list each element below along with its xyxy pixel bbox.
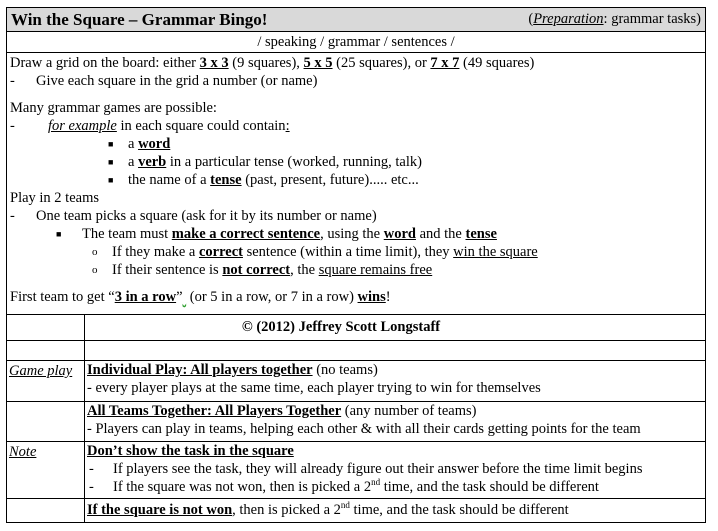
teams-title: All Teams Together: All Players Together	[87, 403, 342, 419]
document-title: Win the Square – Grammar Bingo!	[11, 9, 268, 29]
play-teams-text: Play in 2 teams	[10, 190, 100, 206]
if-not-correct-item: o If their sentence is not correct, the square remains free	[92, 262, 433, 278]
note-row	[7, 442, 705, 499]
individual-play-title: Individual Play: All players together	[87, 362, 313, 378]
give-number-item: - Give each square in the grid a number (or name)	[10, 73, 318, 89]
square-bullet-icon: ■	[108, 175, 114, 185]
repeat-rule-row: If the square is not won, then is picked a 2nd time, and the task should be different	[7, 499, 705, 522]
must-sentence-item: ■ The team must make a correct sentence, using the word and the tense	[56, 226, 497, 242]
grid-option-5x5: 5 x 5	[303, 55, 333, 71]
game-play-label: Game play	[7, 361, 85, 401]
repeat-rule-title: If the square is not won	[87, 502, 233, 518]
win-condition-text: First team to get “3 in a row” (or 5 in a row, or 7 in a row) wins!	[10, 289, 391, 305]
skill-tags: / speaking / grammar / sentences /	[7, 32, 705, 53]
lesson-document	[6, 7, 706, 523]
empty-row	[7, 341, 705, 361]
preparation-note: (Preparation: grammar tasks)	[528, 11, 701, 27]
teams-desc: - Players can play in teams, helping each other & with all their cards getting points for the team	[87, 421, 641, 437]
title-bar	[7, 8, 705, 32]
grid-instruction: Draw a grid on the board: either 3 x 3 (9 squares), 5 x 5 (25 squares), or 7 x 7 (49 squares)	[10, 55, 535, 71]
instructions-block	[7, 53, 705, 315]
many-games-text: Many grammar games are possible:	[10, 100, 217, 116]
square-bullet-icon: ■	[56, 229, 62, 239]
preparation-label: Preparation	[533, 11, 604, 27]
copyright-text: © (2012) Jeffrey Scott Longstaff	[241, 319, 441, 335]
contain-item-verb: ■ a verb in a particular tense (worked, running, talk)	[108, 154, 422, 170]
grid-option-7x7: 7 x 7	[430, 55, 460, 71]
circle-bullet-icon: o	[92, 264, 98, 276]
if-correct-item: o If they make a correct sentence (within a time limit), they win the square	[92, 244, 538, 260]
individual-play-desc: - every player plays at the same time, each player trying to win for themselves	[87, 380, 541, 396]
note-title: Don’t show the task in the square	[87, 443, 294, 459]
circle-bullet-icon: o	[92, 246, 98, 258]
note-item: - If players see the task, they will already figure out their answer before the time limit begins	[89, 461, 643, 477]
copyright-row	[7, 315, 705, 341]
contain-item-word: ■ a word	[108, 136, 171, 152]
note-label: Note	[7, 442, 85, 498]
grid-option-3x3: 3 x 3	[199, 55, 229, 71]
game-play-row: Game play Individual Play: All players together (no teams) - every player plays at the same time, each player trying to win for themselves	[7, 361, 705, 402]
contain-item-tense: ■ the name of a tense (past, present, future)..... etc...	[108, 172, 419, 188]
square-bullet-icon: ■	[108, 139, 114, 149]
square-bullet-icon: ■	[108, 157, 114, 167]
one-team-item: - One team picks a square (ask for it by its number or name)	[10, 208, 377, 224]
teams-row: All Teams Together: All Players Together (any number of teams) - Players can play in teams, helping each other & with all their cards getting points for the team	[7, 402, 705, 442]
note-item: - If the square was not won, then is picked a 2nd time, and the task should be different	[89, 477, 599, 495]
for-example-item: - for example in each square could contain:	[10, 118, 290, 134]
